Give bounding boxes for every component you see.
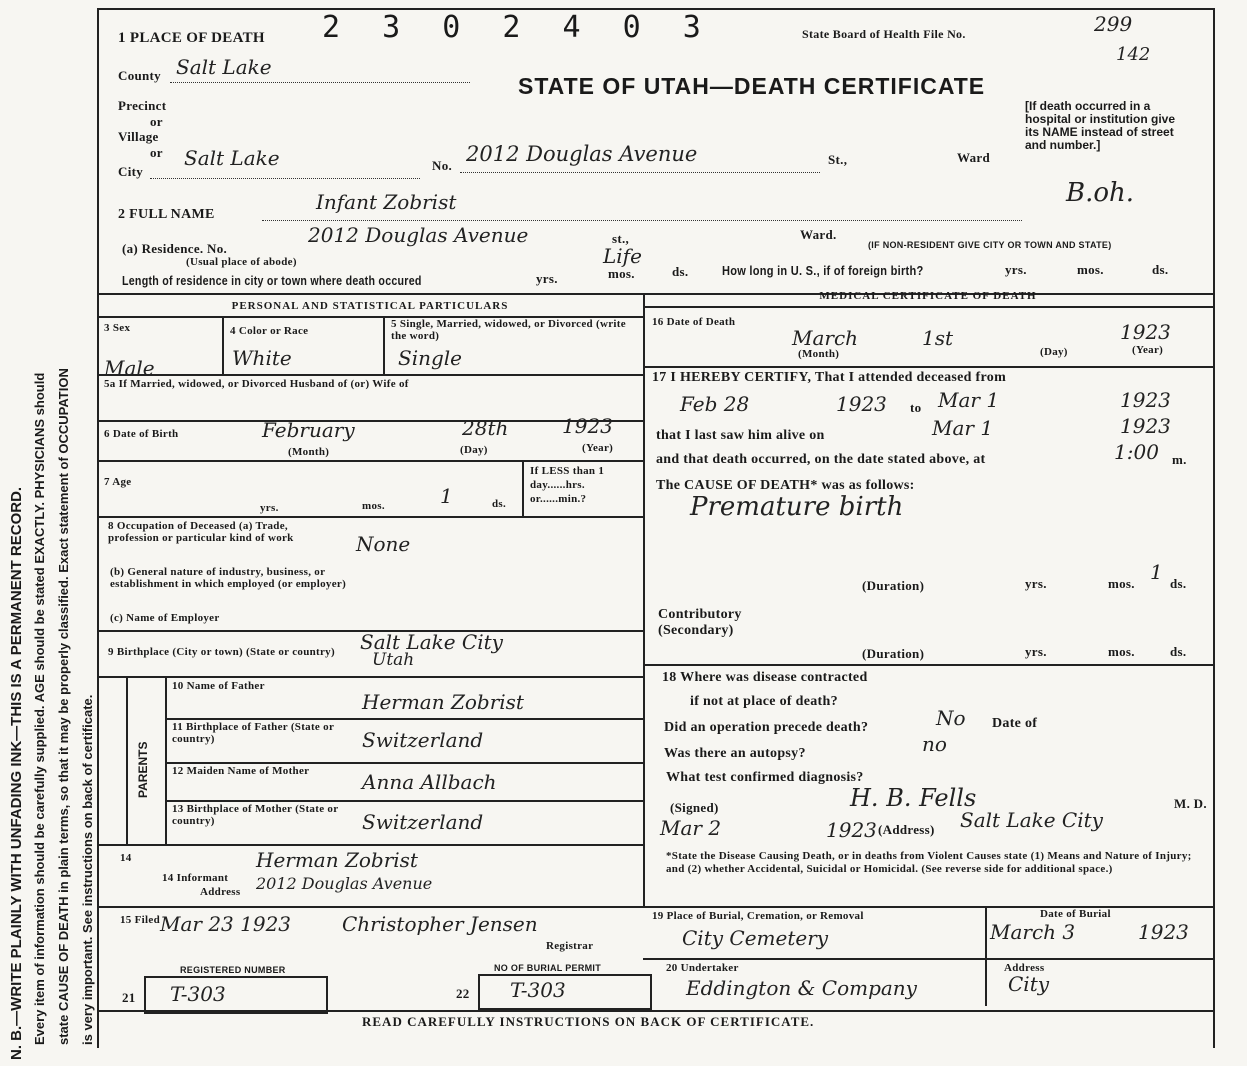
margin-line-1: N. B.—WRITE PLAINLY WITH UNFADING INK—THIS IS A PERMANENT RECORD.	[8, 486, 25, 1060]
father-name-value: Herman Zobrist	[362, 690, 524, 714]
employer-label: (c) Name of Employer	[110, 612, 220, 624]
last-saw-value: Mar 1	[932, 416, 994, 440]
father-name-label: 10 Name of Father	[172, 680, 265, 692]
dob-day-value: 28th	[462, 416, 509, 440]
duration-mos-label: mos.	[1108, 644, 1135, 659]
informant-address-value: 2012 Douglas Avenue	[256, 874, 433, 893]
filed-value: Mar 23 1923	[160, 912, 292, 936]
death-month-value: March	[792, 326, 859, 350]
time-value: 1:00	[1114, 440, 1159, 464]
informant-address-label: Address	[200, 886, 241, 898]
hospital-note: [If death occurred in a hospital or institution give its NAME instead of street and number.]	[1025, 99, 1175, 152]
street-no-label: No.	[432, 158, 453, 173]
undertaker-address-label: Address	[1004, 962, 1045, 974]
margin-line-4: is very important. See instructions on back of certificate.	[80, 694, 95, 1045]
place-of-death-label: 1 PLACE OF DEATH	[118, 30, 265, 46]
margin-line-3: state CAUSE OF DEATH in plain terms, so that it may be properly classified. Exact statement of OCCUPATION	[56, 368, 71, 1045]
date-of-death-label: 16 Date of Death	[652, 316, 736, 328]
precinct-label: Precinct	[118, 98, 167, 113]
operation-value: No	[936, 706, 966, 730]
foreign-birth-label: How long in U. S., if of foreign birth?	[722, 263, 924, 278]
sex-label: 3 Sex	[104, 322, 131, 334]
personal-heading: PERSONAL AND STATISTICAL PARTICULARS	[231, 300, 509, 312]
attended-from-value: Feb 28	[680, 392, 750, 416]
informant-label: 14 Informant	[162, 872, 229, 884]
ds-label: ds.	[1152, 262, 1169, 277]
autopsy-label: Was there an autopsy?	[664, 746, 806, 761]
file-number-label: State Board of Health File No.	[802, 27, 966, 41]
informant-value: Herman Zobrist	[256, 848, 418, 872]
left-border	[97, 8, 99, 1048]
yrs-label: yrs.	[1005, 262, 1027, 277]
certificate-title: STATE OF UTAH—DEATH CERTIFICATE	[518, 73, 986, 99]
duration-label: (Duration)	[862, 646, 925, 661]
signed-label: (Signed)	[670, 800, 719, 815]
operation-label: Did an operation precede death?	[664, 720, 869, 735]
birthplace-label: 9 Birthplace (City or town) (State or country)	[108, 646, 335, 658]
ds-label: ds.	[672, 264, 689, 279]
operation-date-label: Date of	[992, 716, 1038, 731]
marital-status-label: 5 Single, Married, widowed, or Divorced (write the word)	[391, 318, 626, 342]
age-days-value: 1	[440, 484, 453, 508]
death-year-value: 1923	[1120, 320, 1171, 344]
month-caption: (Month)	[288, 446, 330, 458]
duration-mos-value: 1	[1150, 560, 1163, 584]
informant-number: 14	[120, 852, 132, 864]
age-mos-label: mos.	[362, 500, 385, 512]
undertaker-value: Eddington & Company	[686, 976, 917, 1000]
birthplace-state-value: Utah	[372, 650, 415, 670]
sex-value: Male	[104, 356, 155, 380]
burial-permit-value: T-303	[510, 978, 566, 1002]
field-21-number: 21	[122, 990, 136, 1005]
married-label: 5a If Married, widowed, or Divorced Husband of (or) Wife of	[104, 378, 409, 390]
registrar-label: Registrar	[546, 940, 594, 952]
cause-of-death-label: The CAUSE OF DEATH* was as follows:	[656, 478, 915, 493]
not-at-place-label: if not at place of death?	[690, 694, 838, 709]
cause-of-death-value: Premature birth	[690, 492, 904, 522]
or-label: or	[150, 114, 163, 129]
month-caption: (Month)	[798, 348, 840, 360]
center-divider	[643, 293, 645, 907]
last-saw-label: that I last saw him alive on	[656, 428, 825, 443]
age-ds-label: ds.	[492, 498, 507, 510]
dob-month-value: February	[262, 418, 355, 442]
burial-year-value: 1923	[1138, 920, 1189, 944]
occupation-value: None	[356, 532, 411, 556]
color-label: 4 Color or Race	[230, 325, 309, 337]
year-caption: (Year)	[1132, 344, 1164, 356]
mother-birthplace-label: 13 Birthplace of Mother (State or country)	[172, 803, 339, 827]
last-saw-year: 1923	[1120, 414, 1171, 438]
city-label: City	[118, 164, 144, 179]
physician-address-value: Salt Lake City	[960, 808, 1103, 832]
registered-number-label: REGISTERED NUMBER	[180, 965, 286, 975]
burial-place-label: 19 Place of Burial, Cremation, or Removal	[652, 910, 864, 922]
md-label: M. D.	[1174, 796, 1207, 811]
file-number-value: 299	[1094, 12, 1133, 36]
burial-date-value: March 3	[990, 920, 1076, 944]
mos-label: mos.	[608, 266, 635, 281]
age-label: 7 Age	[104, 476, 132, 488]
filed-label: 15 Filed	[120, 914, 160, 926]
less-than-day-label: If LESS than 1 day......hrs. or......min.?	[530, 465, 605, 505]
to-label: to	[910, 400, 922, 415]
medical-heading: MEDICAL CERTIFICATE OF DEATH	[819, 290, 1037, 302]
duration-label: (Duration)	[862, 578, 925, 593]
death-day-value: 1st	[922, 326, 954, 350]
mother-name-value: Anna Allbach	[362, 770, 497, 794]
duration-ds-label: ds.	[1170, 644, 1187, 659]
street-label: St.,	[828, 152, 848, 167]
physician-signature: H. B. Fells	[850, 784, 977, 812]
village-label: Village	[118, 129, 159, 144]
county-value: Salt Lake	[176, 55, 272, 79]
full-name-value: Infant Zobrist	[316, 190, 457, 214]
margin-line-2: Every item of information should be carefully supplied. AGE should be stated EXACTLY. PHYSICIANS should	[32, 372, 47, 1045]
contributory-label: Contributory (Secondary)	[658, 607, 742, 638]
mos-label: mos.	[1077, 262, 1104, 277]
attended-to-value: Mar 1	[938, 388, 1000, 412]
attended-from-year: 1923	[836, 392, 887, 416]
burial-permit-label: NO OF BURIAL PERMIT	[494, 963, 602, 973]
autopsy-value: no	[922, 732, 947, 756]
age-yrs-label: yrs.	[260, 502, 279, 514]
footer-instructions: READ CAREFULLY INSTRUCTIONS ON BACK OF CERTIFICATE.	[362, 1014, 815, 1029]
undertaker-address-value: City	[1008, 972, 1050, 996]
parents-label: PARENTS	[136, 741, 150, 798]
contracted-label: 18 Where was disease contracted	[662, 670, 868, 685]
registered-number-value: T-303	[170, 982, 226, 1006]
mother-name-label: 12 Maiden Name of Mother	[172, 765, 310, 777]
residence-st-label: st.,	[612, 231, 630, 246]
occupation-label: 8 Occupation of Deceased (a) Trade, profession or particular kind of work	[108, 520, 294, 544]
residence-ward-label: Ward.	[800, 227, 837, 242]
residence-value: 2012 Douglas Avenue	[308, 223, 529, 247]
residence-label: (a) Residence. No.	[122, 241, 228, 256]
burial-date-label: Date of Burial	[1040, 908, 1111, 920]
burial-place-value: City Cemetery	[682, 926, 829, 950]
certificate-stamp-number: 2 3 0 2 4 0 3	[322, 10, 713, 45]
ward-label: Ward	[957, 150, 990, 165]
attended-to-year: 1923	[1120, 388, 1171, 412]
field-22-number: 22	[456, 986, 470, 1001]
right-border	[1213, 8, 1215, 1048]
color-value: White	[232, 346, 292, 370]
marital-status-value: Single	[398, 346, 463, 370]
time-unit: m.	[1172, 452, 1187, 467]
year-caption: (Year)	[582, 442, 614, 454]
death-occurred-label: and that death occurred, on the date stated above, at	[656, 452, 986, 467]
full-name-label: 2 FULL NAME	[118, 207, 215, 222]
father-birthplace-label: 11 Birthplace of Father (State or country)	[172, 721, 334, 745]
undertaker-label: 20 Undertaker	[666, 962, 739, 974]
day-caption: (Day)	[460, 444, 488, 456]
city-value: Salt Lake	[184, 146, 280, 170]
duration-mos-label: mos.	[1108, 576, 1135, 591]
cause-footnote: *State the Disease Causing Death, or in deaths from Violent Causes state (1) Means and Nature of Injury; and (2) whether Accidental, Suicidal or Homicidal. (See reverse side for additional space.)	[666, 850, 1192, 875]
county-label: County	[118, 68, 161, 83]
residence-sub-label: (Usual place of abode)	[186, 256, 297, 268]
test-label: What test confirmed diagnosis?	[666, 770, 864, 785]
date-of-birth-label: 6 Date of Birth	[104, 428, 179, 440]
industry-label: (b) General nature of industry, business, or establishment in which employed (or employer)	[110, 566, 347, 590]
or-label: or	[150, 145, 163, 160]
nonresident-note: (IF NON-RESIDENT GIVE CITY OR TOWN AND STATE)	[868, 240, 1112, 250]
duration-ds-label: ds.	[1170, 576, 1187, 591]
signed-date-value: Mar 2	[660, 816, 722, 840]
length-value: Life	[603, 244, 642, 268]
physician-address-label: (Address)	[878, 822, 935, 837]
day-caption: (Day)	[1040, 346, 1068, 358]
father-birthplace-value: Switzerland	[362, 728, 484, 752]
dob-year-value: 1923	[562, 414, 613, 438]
note-mark: B.oh.	[1066, 178, 1135, 208]
duration-yrs-label: yrs.	[1025, 644, 1047, 659]
certify-label: 17 I HEREBY CERTIFY, That I attended deceased from	[652, 370, 1007, 385]
mother-birthplace-value: Switzerland	[362, 810, 484, 834]
birthplace-value: Salt Lake City	[360, 630, 503, 654]
registrar-value: Christopher Jensen	[342, 912, 538, 936]
file-sub-number: 142	[1116, 44, 1151, 65]
duration-yrs-label: yrs.	[1025, 576, 1047, 591]
signed-year-value: 1923	[826, 818, 877, 842]
street-no-value: 2012 Douglas Avenue	[466, 142, 698, 166]
length-residence-label: Length of residence in city or town where death occured	[122, 273, 422, 288]
yrs-label: yrs.	[536, 271, 558, 286]
